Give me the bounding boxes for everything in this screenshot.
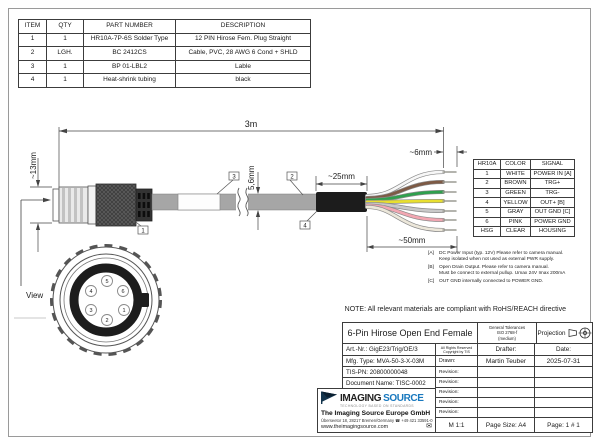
copyright-cell: All Rights Reserved Copyright by TIS [435,343,478,356]
dimension-strip-length [434,146,467,167]
revision-label-cell: Revision: [435,397,478,408]
view-label: View [26,291,44,300]
table-row: 4 YELLOW OUT+ [B] [474,198,575,208]
table-row: 1 1 HR10A-7P-6S Solder Type 12 PIN Hirose Fem. Plug Straight [19,33,311,47]
connector-front-view [52,246,161,355]
table-row: 5 GRAY OUT GND [C] [474,207,575,217]
logo-imaging: IMAGING [340,393,382,404]
drawn-by-cell: Martin Teuber [477,355,535,367]
footnote-a: [A] DC Power Input (typ. 12V) Please refer to camera manual. Keep isolated when not used as external PWR supply. [428,251,564,262]
page-size-cell: Page Size: A4 [477,417,535,433]
envelope-icon: ✉ [426,423,432,430]
dimension-25mm-label: ~25mm [328,172,355,181]
col-color: COLOR [501,160,531,170]
callout-4: 4 [303,223,307,230]
pin-header-row [474,160,575,170]
footnote-b: [B] Open Drain Output. Please refer to camera manual. Must be connect to external pullup. Umax 24V Imax 200mA [428,265,566,276]
company-address: Überseetor 18, 28217 Bremen/Germany ☎ +49 421 33591-0 [321,418,433,423]
footnotes [428,251,598,285]
date-value-cell: 2025-07-31 [534,355,593,367]
drafter-label-cell: Drafter: [477,343,535,356]
table-row: 2 BROWN TRG+ [474,179,575,189]
revision-label-cell: Revision: [435,366,478,378]
dimension-56mm-label: 5,6mm [247,165,256,190]
dimension-13mm-label: ~13mm [29,152,38,179]
wire-bare-tips [443,172,456,230]
cable-body [152,188,367,216]
company-name: The Imaging Source Europe GmbH [321,410,431,417]
col-description: DESCRIPTION [176,20,311,34]
revision-label-cell: Revision: [435,377,478,388]
company-cell [317,388,436,433]
table-row: 3 GREEN TRG- [474,188,575,198]
col-part-number: PART NUMBER [84,20,176,34]
parts-table [18,19,311,88]
table-row: 2 LGH. BC 2412CS Cable, PVC, 28 AWG 6 Cond + SHLD [19,47,311,61]
table-row: HSG CLEAR HOUSING [474,227,575,237]
title-cell: 6-Pin Hirose Open End Female [342,322,478,344]
table-row: 4 1 Heat-shrink tubing black [19,74,311,88]
company-website: www.theimagingsource.com [321,424,389,430]
pin-2: 2 [105,318,109,324]
callout-2: 2 [290,174,294,181]
col-item: ITEM [19,20,47,34]
pin-assignment-table [473,159,575,237]
pin-5: 5 [105,279,109,285]
table-row: 3 1 BP 01-LBL2 Lable [19,60,311,74]
projection-icon [568,327,592,339]
pin-3: 3 [89,308,93,314]
callout-1: 1 [141,228,145,235]
pin-4: 4 [89,289,93,295]
scale-cell: M 1:1 [435,417,478,433]
pin-1: 1 [122,308,126,314]
projection-cell: Projection [536,322,593,344]
callout-3: 3 [232,174,236,181]
page-cell: Page: 1 # 1 [534,417,593,433]
tolerance-cell: General Tolerances ISO 2768-f (medium) [477,322,537,344]
logo [321,391,432,404]
wire-yellow [367,201,443,202]
connector-side-view [53,184,152,226]
open-end-wires [367,172,456,230]
view-leader-line [21,198,51,286]
cable-label-band [178,194,220,210]
rohs-note: NOTE: All relevant materials are compliant with RoHS/REACH directive [344,306,566,313]
drawn-label-cell: Drawn: [435,355,478,367]
date-label-cell: Date: [534,343,593,356]
parts-header-row [19,20,311,34]
logo-tagline: TECHNOLOGY BASED ON STANDARDS [340,404,414,408]
revision-label-cell: Revision: [435,387,478,398]
col-signal: SIGNAL [531,160,575,170]
dimension-3m-label: 3m [244,119,258,129]
imaging-source-logo-flag-icon [321,391,338,404]
logo-source: SOURCE [383,393,424,404]
footnote-c: [C] OUT GND internally connected to POWER GND. [428,279,544,284]
mfg-type-cell: Mfg. Type: MVA-50-3-X-03M [342,355,436,367]
art-nr-cell: Art.-Nr.: GigE23/Trig/OE/3 [342,343,436,356]
pin-6: 6 [121,289,125,295]
dimension-6mm-label: ~6mm [409,148,432,157]
col-qty: QTY [47,20,84,34]
col-hr10a: HR10A [474,160,501,170]
revision-label-cell: Revision: [435,407,478,418]
dimension-50mm-label: ~50mm [398,236,426,245]
doc-name-cell: Document Name: TISC-0002 [342,377,436,389]
table-row: 1 WHITE POWER IN [A] [474,169,575,179]
table-row: 6 PINK POWER GND [474,217,575,227]
heat-shrink-tube [316,192,367,212]
tis-pn-cell: TIS-PN: 20800000048 [342,366,436,378]
